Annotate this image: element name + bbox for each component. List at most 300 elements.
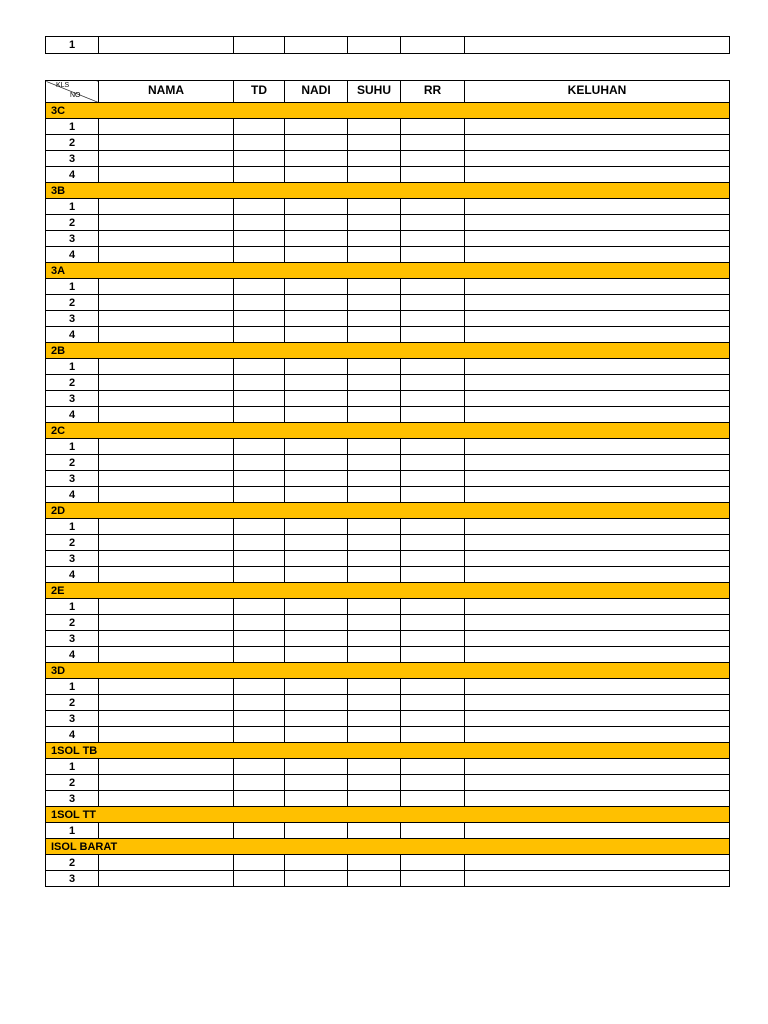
section-row: [46, 343, 730, 359]
keluhan-cell[interactable]: [465, 727, 730, 743]
rr-cell[interactable]: [401, 455, 465, 471]
row-number: 3: [46, 311, 99, 327]
nama-cell[interactable]: [99, 231, 234, 247]
suhu-cell[interactable]: [348, 247, 401, 263]
nama-cell[interactable]: [99, 119, 234, 135]
nama-cell[interactable]: [99, 359, 234, 375]
td-cell[interactable]: [234, 599, 285, 615]
nadi-cell[interactable]: [285, 135, 348, 151]
suhu-cell[interactable]: [348, 631, 401, 647]
nadi-cell[interactable]: [285, 711, 348, 727]
nadi-cell[interactable]: [285, 295, 348, 311]
nadi-cell[interactable]: [285, 231, 348, 247]
nadi-cell[interactable]: [285, 631, 348, 647]
patient-table: [45, 80, 730, 887]
rr-cell[interactable]: [401, 871, 465, 887]
section-row: [46, 103, 730, 119]
td-cell[interactable]: [234, 135, 285, 151]
nadi-cell[interactable]: [285, 599, 348, 615]
nama-cell[interactable]: [99, 567, 234, 583]
rr-cell[interactable]: [401, 199, 465, 215]
row-number: 1: [46, 199, 99, 215]
section-label: 2E: [46, 583, 730, 599]
nama-cell[interactable]: [99, 311, 234, 327]
rr-cell[interactable]: [401, 759, 465, 775]
section-label: 3B: [46, 183, 730, 199]
suhu-cell[interactable]: [348, 215, 401, 231]
nadi-cell[interactable]: [285, 311, 348, 327]
keluhan-cell[interactable]: [465, 311, 730, 327]
nadi-cell[interactable]: [285, 567, 348, 583]
nama-cell[interactable]: [99, 711, 234, 727]
row-number: 4: [46, 327, 99, 343]
nama-cell[interactable]: [99, 407, 234, 423]
suhu-cell[interactable]: [348, 311, 401, 327]
td-cell[interactable]: [234, 199, 285, 215]
td-cell[interactable]: [234, 791, 285, 807]
suhu-cell[interactable]: [348, 791, 401, 807]
nadi-cell[interactable]: [285, 407, 348, 423]
nama-cell[interactable]: [99, 823, 234, 839]
nama-cell[interactable]: [99, 871, 234, 887]
keluhan-cell[interactable]: [465, 695, 730, 711]
keluhan-cell[interactable]: [465, 407, 730, 423]
nama-cell[interactable]: [99, 599, 234, 615]
keluhan-cell[interactable]: [465, 279, 730, 295]
section-label: 1SOL TT: [46, 807, 730, 823]
rr-cell[interactable]: [401, 215, 465, 231]
keluhan-cell[interactable]: [465, 679, 730, 695]
table-row: [46, 375, 730, 391]
keluhan-cell[interactable]: [465, 567, 730, 583]
td-cell[interactable]: [234, 247, 285, 263]
td-cell[interactable]: [234, 759, 285, 775]
keluhan-cell[interactable]: [465, 791, 730, 807]
table-row: [46, 551, 730, 567]
suhu-cell[interactable]: [348, 37, 401, 54]
td-cell[interactable]: [234, 647, 285, 663]
row-number: 4: [46, 167, 99, 183]
td-cell[interactable]: [234, 775, 285, 791]
nadi-cell[interactable]: [285, 615, 348, 631]
nadi-cell[interactable]: [285, 871, 348, 887]
nadi-cell[interactable]: [285, 359, 348, 375]
nadi-cell[interactable]: [285, 679, 348, 695]
keluhan-cell[interactable]: [465, 759, 730, 775]
section-label: 3C: [46, 103, 730, 119]
rr-cell[interactable]: [401, 295, 465, 311]
rr-cell[interactable]: [401, 135, 465, 151]
keluhan-cell[interactable]: [465, 455, 730, 471]
suhu-cell[interactable]: [348, 551, 401, 567]
td-cell[interactable]: [234, 151, 285, 167]
row-number: 1: [46, 823, 99, 839]
nama-cell[interactable]: [99, 855, 234, 871]
keluhan-cell[interactable]: [465, 231, 730, 247]
nadi-cell[interactable]: [285, 823, 348, 839]
suhu-cell[interactable]: [348, 759, 401, 775]
rr-cell[interactable]: [401, 391, 465, 407]
td-cell[interactable]: [234, 359, 285, 375]
nama-cell[interactable]: [99, 791, 234, 807]
nadi-cell[interactable]: [285, 647, 348, 663]
keluhan-cell[interactable]: [465, 199, 730, 215]
keluhan-cell[interactable]: [465, 295, 730, 311]
keluhan-cell[interactable]: [465, 487, 730, 503]
nama-cell[interactable]: [99, 391, 234, 407]
suhu-cell[interactable]: [348, 599, 401, 615]
suhu-cell[interactable]: [348, 855, 401, 871]
keluhan-cell[interactable]: [465, 647, 730, 663]
rr-cell[interactable]: [401, 791, 465, 807]
nama-cell[interactable]: [99, 199, 234, 215]
rr-header: RR: [401, 81, 465, 103]
nadi-cell[interactable]: [285, 279, 348, 295]
nama-cell[interactable]: [99, 647, 234, 663]
keluhan-cell[interactable]: [465, 247, 730, 263]
keluhan-cell[interactable]: [465, 135, 730, 151]
td-cell[interactable]: [234, 279, 285, 295]
nama-cell[interactable]: [99, 487, 234, 503]
keluhan-cell[interactable]: [465, 359, 730, 375]
row-number: 2: [46, 135, 99, 151]
nama-cell[interactable]: [99, 215, 234, 231]
rr-cell[interactable]: [401, 855, 465, 871]
suhu-cell[interactable]: [348, 695, 401, 711]
suhu-cell[interactable]: [348, 647, 401, 663]
row-number: 1: [46, 119, 99, 135]
nama-header: NAMA: [99, 81, 234, 103]
row-number: 2: [46, 775, 99, 791]
td-cell[interactable]: [234, 407, 285, 423]
suhu-cell[interactable]: [348, 615, 401, 631]
keluhan-cell[interactable]: [465, 471, 730, 487]
rr-cell[interactable]: [401, 151, 465, 167]
suhu-cell[interactable]: [348, 231, 401, 247]
row-number: 2: [46, 535, 99, 551]
rr-cell[interactable]: [401, 375, 465, 391]
rr-cell[interactable]: [401, 119, 465, 135]
td-cell[interactable]: [234, 567, 285, 583]
row-number: 4: [46, 567, 99, 583]
nama-cell[interactable]: [99, 615, 234, 631]
row-number: 4: [46, 407, 99, 423]
rr-cell[interactable]: [401, 487, 465, 503]
suhu-cell[interactable]: [348, 279, 401, 295]
suhu-cell[interactable]: [348, 727, 401, 743]
nadi-cell[interactable]: [285, 327, 348, 343]
nama-cell[interactable]: [99, 439, 234, 455]
nama-cell[interactable]: [99, 775, 234, 791]
td-cell[interactable]: [234, 631, 285, 647]
section-row: [46, 503, 730, 519]
section-label: 2D: [46, 503, 730, 519]
td-cell[interactable]: [234, 615, 285, 631]
td-cell[interactable]: [234, 519, 285, 535]
nama-cell[interactable]: [99, 679, 234, 695]
nama-cell[interactable]: [99, 695, 234, 711]
table-row: [46, 823, 730, 839]
table-row: [46, 279, 730, 295]
suhu-cell[interactable]: [348, 135, 401, 151]
td-cell[interactable]: [234, 391, 285, 407]
td-cell[interactable]: [234, 439, 285, 455]
nadi-cell[interactable]: [285, 151, 348, 167]
keluhan-cell[interactable]: [465, 823, 730, 839]
nadi-cell[interactable]: [285, 551, 348, 567]
nama-cell[interactable]: [99, 535, 234, 551]
td-cell[interactable]: [234, 711, 285, 727]
rr-cell[interactable]: [401, 615, 465, 631]
keluhan-cell[interactable]: [465, 37, 730, 54]
row-number: 3: [46, 871, 99, 887]
td-cell[interactable]: [234, 679, 285, 695]
section-row: [46, 743, 730, 759]
header-row: [46, 81, 730, 103]
rr-cell[interactable]: [401, 599, 465, 615]
keluhan-cell[interactable]: [465, 391, 730, 407]
nama-cell[interactable]: [99, 151, 234, 167]
kls-no-header: [46, 81, 99, 103]
td-cell[interactable]: [234, 215, 285, 231]
nama-cell[interactable]: [99, 37, 234, 54]
no-label: NO: [70, 92, 81, 99]
rr-cell[interactable]: [401, 775, 465, 791]
rr-cell[interactable]: [401, 551, 465, 567]
suhu-cell[interactable]: [348, 519, 401, 535]
section-label: ISOL BARAT: [46, 839, 730, 855]
keluhan-cell[interactable]: [465, 615, 730, 631]
td-cell[interactable]: [234, 375, 285, 391]
rr-cell[interactable]: [401, 167, 465, 183]
keluhan-cell[interactable]: [465, 711, 730, 727]
td-cell[interactable]: [234, 167, 285, 183]
td-cell[interactable]: [234, 727, 285, 743]
nadi-cell[interactable]: [285, 775, 348, 791]
nama-cell[interactable]: [99, 279, 234, 295]
td-cell[interactable]: [234, 695, 285, 711]
table-row: [46, 135, 730, 151]
rr-cell[interactable]: [401, 407, 465, 423]
suhu-cell[interactable]: [348, 439, 401, 455]
nadi-cell[interactable]: [285, 487, 348, 503]
suhu-cell[interactable]: [348, 711, 401, 727]
section-label: 2B: [46, 343, 730, 359]
keluhan-cell[interactable]: [465, 327, 730, 343]
keluhan-cell[interactable]: [465, 855, 730, 871]
keluhan-cell[interactable]: [465, 871, 730, 887]
nama-cell[interactable]: [99, 519, 234, 535]
keluhan-cell[interactable]: [465, 535, 730, 551]
row-number: 3: [46, 391, 99, 407]
td-cell[interactable]: [234, 551, 285, 567]
table-row: [46, 759, 730, 775]
td-cell[interactable]: [234, 295, 285, 311]
row-number: 4: [46, 487, 99, 503]
nadi-cell[interactable]: [285, 695, 348, 711]
suhu-cell[interactable]: [348, 823, 401, 839]
td-cell[interactable]: [234, 455, 285, 471]
rr-cell[interactable]: [401, 631, 465, 647]
keluhan-cell[interactable]: [465, 119, 730, 135]
rr-cell[interactable]: [401, 535, 465, 551]
section-row: [46, 663, 730, 679]
keluhan-cell[interactable]: [465, 439, 730, 455]
nadi-cell[interactable]: [285, 855, 348, 871]
rr-cell[interactable]: [401, 37, 465, 54]
nama-cell[interactable]: [99, 375, 234, 391]
nadi-cell[interactable]: [285, 439, 348, 455]
suhu-cell[interactable]: [348, 567, 401, 583]
nama-cell[interactable]: [99, 247, 234, 263]
rr-cell[interactable]: [401, 327, 465, 343]
row-number: 1: [46, 679, 99, 695]
nadi-cell[interactable]: [285, 167, 348, 183]
suhu-cell[interactable]: [348, 167, 401, 183]
table-row: [46, 695, 730, 711]
nama-cell[interactable]: [99, 295, 234, 311]
table-row: [46, 679, 730, 695]
nama-cell[interactable]: [99, 327, 234, 343]
table-row: [46, 295, 730, 311]
section-row: [46, 423, 730, 439]
rr-cell[interactable]: [401, 519, 465, 535]
nadi-cell[interactable]: [285, 215, 348, 231]
table-row: [46, 519, 730, 535]
section-row: [46, 583, 730, 599]
td-cell[interactable]: [234, 471, 285, 487]
nama-cell[interactable]: [99, 455, 234, 471]
nama-cell[interactable]: [99, 759, 234, 775]
row-number: 2: [46, 295, 99, 311]
td-cell[interactable]: [234, 119, 285, 135]
td-cell[interactable]: [234, 823, 285, 839]
nadi-cell[interactable]: [285, 247, 348, 263]
suhu-cell[interactable]: [348, 871, 401, 887]
nama-cell[interactable]: [99, 631, 234, 647]
suhu-cell[interactable]: [348, 327, 401, 343]
row-number: 1: [46, 279, 99, 295]
nadi-cell[interactable]: [285, 37, 348, 54]
nadi-cell[interactable]: [285, 519, 348, 535]
rr-cell[interactable]: [401, 247, 465, 263]
rr-cell[interactable]: [401, 567, 465, 583]
keluhan-cell[interactable]: [465, 631, 730, 647]
rr-cell[interactable]: [401, 311, 465, 327]
nama-cell[interactable]: [99, 551, 234, 567]
keluhan-cell[interactable]: [465, 215, 730, 231]
rr-cell[interactable]: [401, 471, 465, 487]
nadi-cell[interactable]: [285, 375, 348, 391]
nadi-cell[interactable]: [285, 119, 348, 135]
td-cell[interactable]: [234, 37, 285, 54]
suhu-cell[interactable]: [348, 487, 401, 503]
nama-cell[interactable]: [99, 727, 234, 743]
row-number: 2: [46, 855, 99, 871]
nadi-cell[interactable]: [285, 199, 348, 215]
table-row: [46, 247, 730, 263]
suhu-cell[interactable]: [348, 775, 401, 791]
row-number: 2: [46, 375, 99, 391]
suhu-cell[interactable]: [348, 391, 401, 407]
td-cell[interactable]: [234, 327, 285, 343]
rr-cell[interactable]: [401, 231, 465, 247]
rr-cell[interactable]: [401, 439, 465, 455]
nadi-cell[interactable]: [285, 727, 348, 743]
suhu-cell[interactable]: [348, 471, 401, 487]
td-cell[interactable]: [234, 871, 285, 887]
keluhan-cell[interactable]: [465, 519, 730, 535]
td-cell[interactable]: [234, 487, 285, 503]
table-row: [46, 359, 730, 375]
nadi-cell[interactable]: [285, 791, 348, 807]
suhu-cell[interactable]: [348, 295, 401, 311]
table-row: [46, 407, 730, 423]
table-row: [46, 167, 730, 183]
keluhan-cell[interactable]: [465, 599, 730, 615]
row-number: 1: [46, 599, 99, 615]
suhu-cell[interactable]: [348, 535, 401, 551]
rr-cell[interactable]: [401, 711, 465, 727]
keluhan-cell[interactable]: [465, 151, 730, 167]
rr-cell[interactable]: [401, 679, 465, 695]
row-number: 3: [46, 791, 99, 807]
nadi-cell[interactable]: [285, 535, 348, 551]
td-cell[interactable]: [234, 855, 285, 871]
suhu-cell[interactable]: [348, 151, 401, 167]
nadi-cell[interactable]: [285, 391, 348, 407]
table-row: [46, 391, 730, 407]
suhu-cell[interactable]: [348, 359, 401, 375]
nadi-cell[interactable]: [285, 471, 348, 487]
keluhan-cell[interactable]: [465, 375, 730, 391]
suhu-cell[interactable]: [348, 679, 401, 695]
rr-cell[interactable]: [401, 279, 465, 295]
row-number: 1: [46, 519, 99, 535]
suhu-cell[interactable]: [348, 119, 401, 135]
rr-cell[interactable]: [401, 695, 465, 711]
keluhan-cell[interactable]: [465, 775, 730, 791]
nadi-header: NADI: [285, 81, 348, 103]
keluhan-cell[interactable]: [465, 167, 730, 183]
td-cell[interactable]: [234, 231, 285, 247]
suhu-cell[interactable]: [348, 407, 401, 423]
table-row: [46, 119, 730, 135]
rr-cell[interactable]: [401, 647, 465, 663]
row-number: 2: [46, 695, 99, 711]
suhu-cell[interactable]: [348, 455, 401, 471]
td-cell[interactable]: [234, 535, 285, 551]
table-row: [46, 471, 730, 487]
nadi-cell[interactable]: [285, 759, 348, 775]
nama-cell[interactable]: [99, 471, 234, 487]
keluhan-cell[interactable]: [465, 551, 730, 567]
rr-cell[interactable]: [401, 823, 465, 839]
nama-cell[interactable]: [99, 167, 234, 183]
table-row: [46, 855, 730, 871]
section-row: [46, 839, 730, 855]
rr-cell[interactable]: [401, 359, 465, 375]
row-number: 3: [46, 631, 99, 647]
td-cell[interactable]: [234, 311, 285, 327]
row-number: 4: [46, 247, 99, 263]
section-row: [46, 183, 730, 199]
nadi-cell[interactable]: [285, 455, 348, 471]
rr-cell[interactable]: [401, 727, 465, 743]
suhu-cell[interactable]: [348, 199, 401, 215]
suhu-cell[interactable]: [348, 375, 401, 391]
nama-cell[interactable]: [99, 135, 234, 151]
